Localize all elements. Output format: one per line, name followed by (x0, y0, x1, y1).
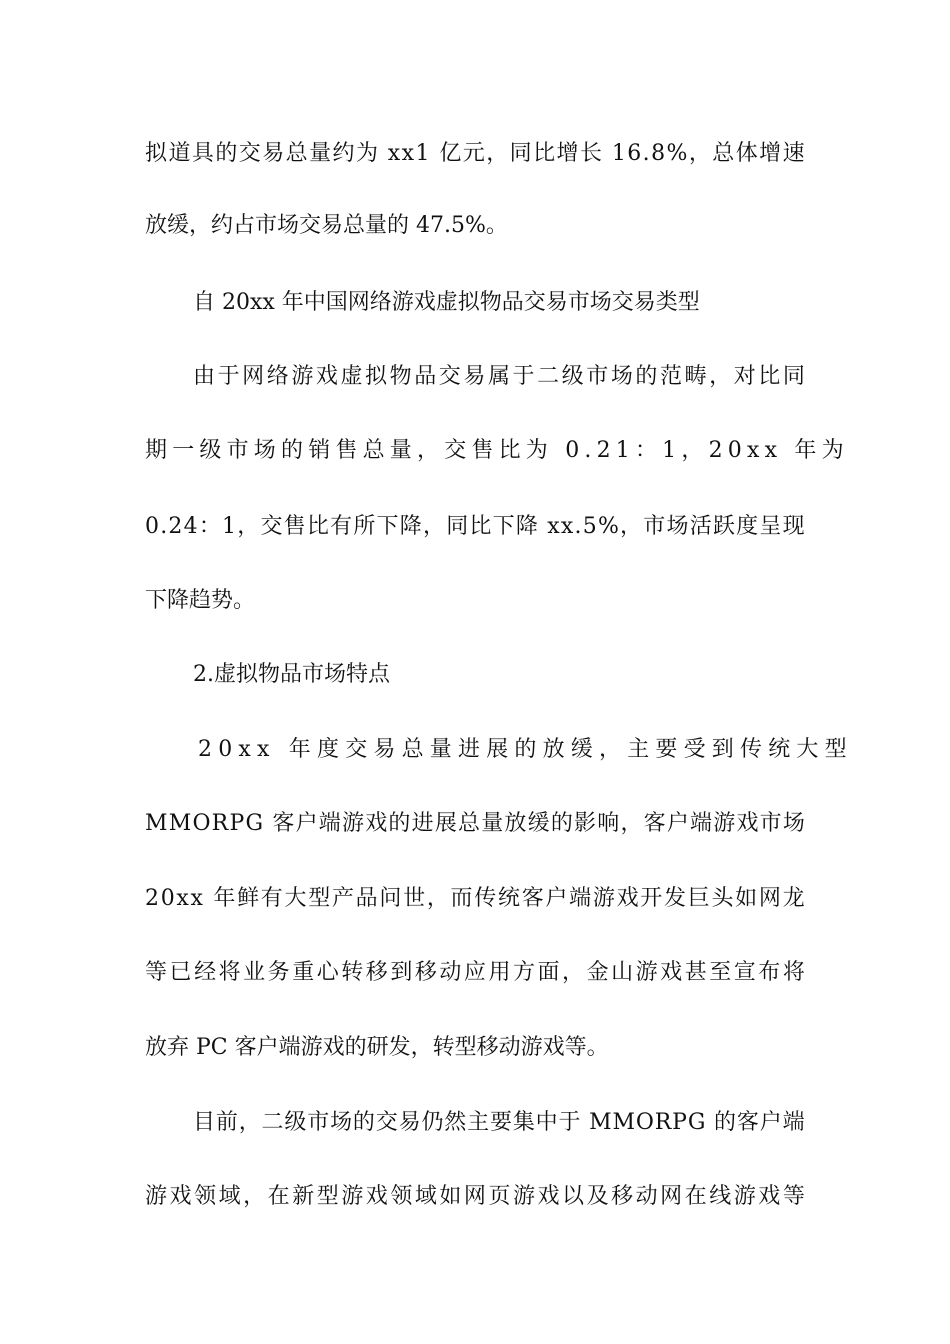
paragraph-line: 期一级市场的销售总量，交售比为 0.21：1，20xx 年为 (145, 438, 849, 463)
paragraph-line: 拟 道 具 的 交 易 总 量 约 为 x x 1 亿 元 ， 同 比 增 长 1 6 . 8 % ， 总 体 增 速 (145, 141, 805, 166)
paragraph-line: 放弃 PC 客户端游戏的研发，转型移动游戏等。 (145, 1035, 609, 1060)
paragraph-line: 目 前 ， 二 级 市 场 的 交 易 仍 然 主 要 集 中 于 M M O R P G 的 客 户 端 (193, 1110, 805, 1135)
paragraph-line: 20xx 年度交易总量进展的放缓，主要受到传统大型 (198, 737, 853, 762)
paragraph-line: 由 于 网 络 游 戏 虚 拟 物 品 交 易 属 于 二 级 市 场 的 范 畴 ， 对 比 同 (193, 364, 805, 389)
paragraph-line: 下降趋势。 (145, 588, 256, 613)
paragraph-line: 0 . 2 4 ： 1 ， 交 售 比 有 所 下 降 ， 同 比 下 降 x x . 5 % ， 市 场 活 跃 度 呈 现 (145, 514, 805, 539)
paragraph-line: M M O R P G 客 户 端 游 戏 的 进 展 总 量 放 缓 的 影 响 ， 客 户 端 游 戏 市 场 (145, 811, 805, 836)
paragraph-line: 放缓，约占市场交易总量的 47.5%。 (145, 213, 508, 238)
paragraph-line: 2 0 x x 年 鲜 有 大 型 产 品 问 世 ， 而 传 统 客 户 端 游 戏 开 发 巨 头 如 网 龙 (145, 886, 805, 911)
paragraph-line: 游 戏 领 域 ， 在 新 型 游 戏 领 域 如 网 页 游 戏 以 及 移 动 网 在 线 游 戏 等 (145, 1184, 805, 1209)
section-heading: 自 20xx 年中国网络游戏虚拟物品交易市场交易类型 (193, 290, 700, 315)
paragraph-line: 等 已 经 将 业 务 重 心 转 移 到 移 动 应 用 方 面 ， 金 山 游 戏 甚 至 宣 布 将 (145, 960, 805, 985)
section-heading: 2.虚拟物品市场特点 (193, 662, 390, 687)
